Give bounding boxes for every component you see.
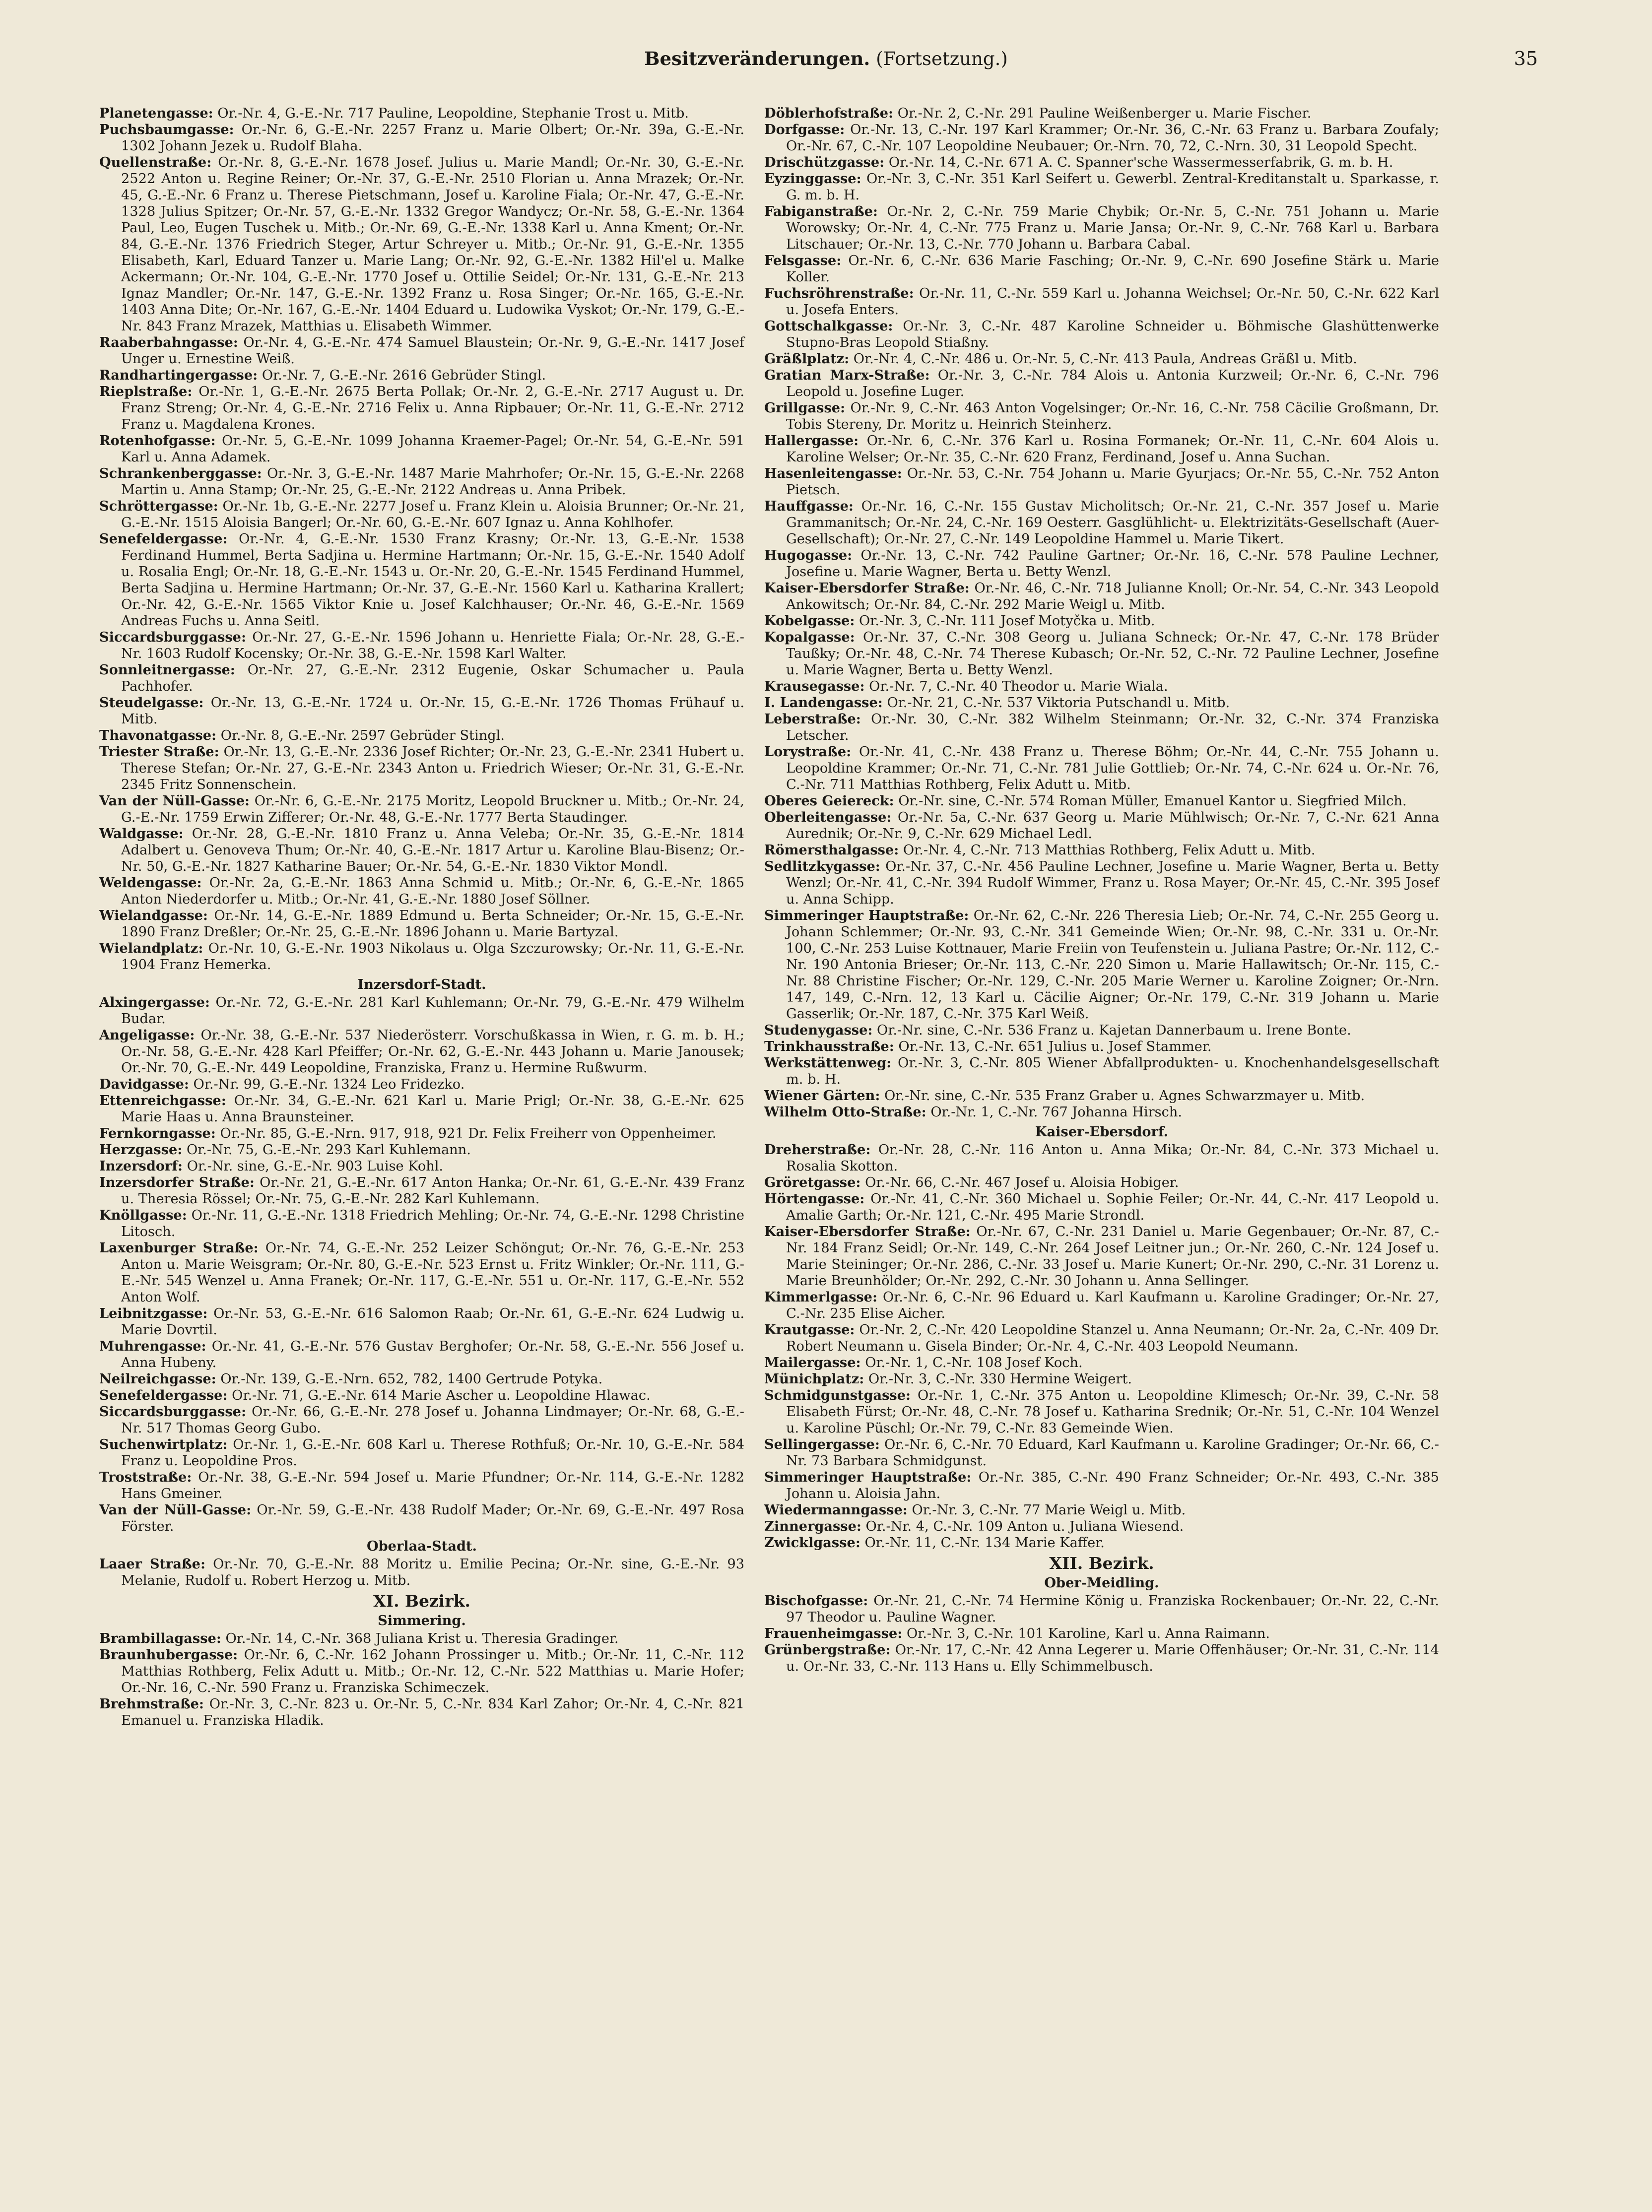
street-name: Leberstraße:	[764, 711, 861, 727]
register-entry	[764, 1022, 1439, 1039]
register-entry	[99, 1696, 744, 1729]
register-entry	[764, 547, 1439, 580]
entry-text: Or.-Nr. 71, G.-E.-Nr. 614 Marie Ascher u. Leopoldine Hlawac.	[227, 1388, 651, 1403]
entry-text: Or.-Nr. 99, G.-E.-Nr. 1324 Leo Fridezko.	[189, 1077, 465, 1092]
street-name: Kopalgasse:	[764, 629, 855, 645]
street-name: Grillgasse:	[764, 400, 846, 416]
street-name: Van der Nüll-Gasse:	[99, 1502, 252, 1518]
register-entry	[764, 1322, 1439, 1355]
entry-text: Or.-Nr. 21, C.-Nr. 74 Hermine König u. Franziska Rockenbauer; Or.-Nr. 22, C.-Nr. 97 Theodor u. Pauline Wagner.	[786, 1593, 1439, 1625]
street-name: Gröretgasse:	[764, 1174, 861, 1190]
register-entry	[764, 1104, 1439, 1120]
register-entry	[764, 318, 1439, 351]
register-entry	[764, 1224, 1439, 1289]
register-entry	[99, 793, 744, 826]
street-name: Bischofgasse:	[764, 1593, 868, 1609]
entry-text: Or.-Nr. 6, C.-Nr. 96 Eduard u. Karl Kaufmann u. Karoline Gradinger; Or.-Nr. 27, C.-Nr. 235 Elise Aicher.	[786, 1290, 1439, 1321]
street-name: Brehmstraße:	[99, 1696, 204, 1712]
register-entry	[99, 1502, 744, 1535]
register-entry	[99, 1387, 744, 1404]
register-entry	[99, 629, 744, 662]
street-name: Simmeringer Hauptstraße:	[764, 908, 969, 923]
entry-text: Or.-Nr. 11, C.-Nr. 134 Marie Kaffer.	[860, 1535, 1105, 1551]
entry-text: Or.-Nr. 3, C.-Nr. 784 Alois u. Antonia Kurzweil; Or.-Nr. 6, C.-Nr. 796 Leopold u. Josefine Luger.	[786, 368, 1439, 399]
register-entry	[764, 1355, 1439, 1371]
street-name: Frauenheimgasse:	[764, 1626, 903, 1641]
register-entry	[764, 613, 1439, 629]
register-entry	[99, 1174, 744, 1207]
street-name: Senefeldergasse:	[99, 1387, 228, 1403]
entry-text: Or.-Nr. 13, G.-E.-Nr. 1724 u. Or.-Nr. 15, G.-E.-Nr. 1726 Thomas Frühauf u. Mitb.	[121, 695, 744, 727]
street-name: Raaberbahngasse:	[99, 334, 238, 350]
register-entry	[764, 1626, 1439, 1642]
entry-text: Or.-Nr. 5a, C.-Nr. 637 Georg u. Marie Mühlwisch; Or.-Nr. 7, C.-Nr. 621 Anna Aurednik; Or.-Nr. 9, C.-Nr. 629 Michael Ledl.	[786, 810, 1439, 842]
street-name: Wielandgasse:	[99, 908, 208, 923]
entry-text: Or.-Nr. 4, G.-E.-Nr. 1530 Franz Krasny; Or.-Nr. 13, G.-E.-Nr. 1538 Ferdinand Hummel, Berta Sadjina u. Hermine Hartmann; Or.-Nr. 15, G.-E.-Nr. 1540 Adolf u. Rosalia Engl; Or.-Nr. 18, G.-E.-Nr. 1543 u. Or.-Nr. 20, G.-E.-Nr. 1545 Ferdinand Hummel, Berta Sadjina u. Hermine Hartmann; Or.-Nr. 37, G.-E.-Nr. 1560 Karl u. Katharina Krallert; Or.-Nr. 42, G.-E.-Nr. 1565 Viktor Knie u. Josef Kalchhauser; Or.-Nr. 46, G.-E.-Nr. 1569 Andreas Fuchs u. Anna Seitl.	[121, 531, 744, 629]
running-title-main: Besitzveränderungen.	[644, 48, 870, 69]
register-entry	[764, 908, 1439, 1022]
entry-text: Or.-Nr. 27, G.-E.-Nr. 1596 Johann u. Henriette Fiala; Or.-Nr. 28, G.-E.-Nr. 1603 Rudolf Kocensky; Or.-Nr. 38, G.-E.-Nr. 1598 Karl Walter.	[121, 630, 744, 661]
street-name: Inzersdorfer Straße:	[99, 1174, 255, 1190]
register-entry	[99, 334, 744, 367]
street-name: I. Landengasse:	[764, 695, 883, 711]
register-entry	[99, 1027, 744, 1076]
entry-text: Or.-Nr. 53, C.-Nr. 754 Johann u. Marie Gyurjacs; Or.-Nr. 55, C.-Nr. 752 Anton Pietsch.	[786, 466, 1439, 498]
register-entry	[764, 1142, 1439, 1174]
register-entry	[764, 367, 1439, 400]
street-name: Waldgasse:	[99, 826, 184, 842]
street-name: Kimmerlgasse:	[764, 1289, 878, 1305]
entry-text: Or.-Nr. 72, G.-E.-Nr. 281 Karl Kuhlemann; Or.-Nr. 79, G.-E.-Nr. 479 Wilhelm Budar.	[121, 995, 744, 1027]
street-name: Siccardsburggasse:	[99, 1404, 247, 1420]
section-heading: Ober-Meidling.	[1044, 1575, 1159, 1591]
entry-text: Or.-Nr. 85, G.-E.-Nrn. 917, 918, 921 Dr. Felix Freiherr von Oppenheimer.	[215, 1126, 717, 1141]
entry-text: Or.-Nr. 2, C.-Nr. 420 Leopoldine Stanzel u. Anna Neumann; Or.-Nr. 2a, C.-Nr. 409 Dr. Robert Neumann u. Gisela Binder; Or.-Nr. 4, C.-Nr. 403 Leopold Neumann.	[786, 1322, 1439, 1354]
street-name: Hörtengasse:	[764, 1191, 865, 1207]
street-name: Zinnergasse:	[764, 1518, 861, 1534]
street-name: Kaiser-Ebersdorfer Straße:	[764, 580, 970, 596]
register-entry	[764, 203, 1439, 253]
register-entry	[99, 1338, 744, 1371]
entry-text: Or.-Nr. 10, G.-E.-Nr. 1903 Nikolaus u. Olga Szczurowsky; Or.-Nr. 11, G.-E.-Nr. 1904 Franz Hemerka.	[121, 941, 744, 973]
street-name: Muhrengasse:	[99, 1338, 206, 1354]
register-entry	[99, 1093, 744, 1125]
street-name: Wiedermanngasse:	[764, 1502, 908, 1518]
street-name: Herzgasse:	[99, 1142, 183, 1158]
street-name: Kaiser-Ebersdorfer Straße:	[764, 1224, 971, 1239]
street-name: Senefeldergasse:	[99, 531, 228, 547]
street-name: Werkstättenweg:	[764, 1055, 892, 1071]
register-entry	[764, 580, 1439, 613]
entry-text: Or.-Nr. 4, G.-E.-Nr. 717 Pauline, Leopoldine, Stephanie Trost u. Mitb.	[213, 106, 689, 121]
street-name: Braunhubergasse:	[99, 1647, 238, 1663]
entry-text: Or.-Nr. 70, G.-E.-Nr. 88 Moritz u. Emilie Pecina; Or.-Nr. sine, G.-E.-Nr. 93 Melanie, Rudolf u. Robert Herzog u. Mitb.	[121, 1557, 744, 1588]
entry-text: Or.-Nr. 28, C.-Nr. 116 Anton u. Anna Mika; Or.-Nr. 84, C.-Nr. 373 Michael u. Rosalia Skotton.	[786, 1142, 1439, 1174]
entry-text: Or.-Nr. 11, C.-Nr. 559 Karl u. Johanna Weichsel; Or.-Nr. 50, C.-Nr. 622 Karl u. Josefa Enters.	[786, 286, 1439, 318]
register-entry	[764, 1436, 1439, 1469]
entry-text: Or.-Nr. 3, C.-Nr. 77 Marie Weigl u. Mitb.	[907, 1502, 1186, 1518]
register-entry	[99, 1436, 744, 1469]
register-entry	[764, 793, 1439, 809]
street-name: Römersthalgasse:	[764, 842, 899, 858]
entry-text: Or.-Nr. 41, C.-Nr. 438 Franz u. Therese Böhm; Or.-Nr. 44, C.-Nr. 755 Johann u. Leopoldine Krammer; Or.-Nr. 71, C.-Nr. 781 Julie Gottlieb; Or.-Nr. 74, C.-Nr. 624 u. Or.-Nr. 76, C.-Nr. 711 Matthias Rothberg, Felix Adutt u. Mitb.	[786, 744, 1439, 792]
entry-text: Or.-Nr. 6, G.-E.-Nr. 2175 Moritz, Leopold Bruckner u. Mitb.; Or.-Nr. 24, G.-E.-Nr. 1759 Erwin Zifferer; Or.-Nr. 48, G.-E.-Nr. 1777 Berta Staudinger.	[121, 793, 744, 825]
street-name: Planetengasse:	[99, 105, 213, 121]
entry-text: Or.-Nr. 13, C.-Nr. 197 Karl Krammer; Or.-Nr. 36, C.-Nr. 63 Franz u. Barbara Zoufaly; Or.-Nr. 67, C.-Nr. 107 Leopoldine Neubauer; Or.-Nrn. 70, 72, C.-Nrn. 30, 31 Leopold Specht.	[786, 122, 1439, 154]
street-name: Studenygasse:	[764, 1022, 873, 1038]
entry-text: Or.-Nr. 38, G.-E.-Nr. 594 Josef u. Marie Pfundner; Or.-Nr. 114, G.-E.-Nr. 1282 Hans Gmeiner.	[121, 1470, 744, 1501]
street-name: Schmidgunstgasse:	[764, 1387, 911, 1403]
register-entry	[764, 711, 1439, 744]
entry-text: Or.-Nr. 4, C.-Nr. 109 Anton u. Juliana Wiesend.	[861, 1519, 1184, 1534]
street-name: Sonnleitnergasse:	[99, 662, 235, 678]
register-entry	[99, 875, 744, 908]
register-entry	[99, 826, 744, 875]
register-entry	[764, 695, 1439, 711]
street-name: Knöllgasse:	[99, 1207, 187, 1223]
street-name: Laaer Straße:	[99, 1556, 206, 1572]
register-entry	[764, 858, 1439, 908]
entry-text: Or.-Nr. 2, C.-Nr. 291 Pauline Weißenberger u. Marie Fischer.	[893, 106, 1312, 121]
street-name: Leibnitzgasse:	[99, 1305, 208, 1321]
street-name: Ettenreichgasse:	[99, 1093, 226, 1108]
register-entry	[764, 1191, 1439, 1224]
street-name: Siccardsburggasse:	[99, 629, 247, 645]
street-name: Triester Straße:	[99, 744, 219, 760]
entry-text: Or.-Nr. 41, C.-Nr. 360 Michael u. Sophie Feiler; Or.-Nr. 44, C.-Nr. 417 Leopold u. Amalie Garth; Or.-Nr. 121, C.-Nr. 495 Marie Strondl.	[786, 1191, 1439, 1223]
entry-text: Or.-Nr. 13, G.-E.-Nr. 2336 Josef Richter; Or.-Nr. 23, G.-E.-Nr. 2341 Hubert u. Therese Stefan; Or.-Nr. 27, G.-E.-Nr. 2343 Anton u. Friedrich Wieser; Or.-Nr. 31, G.-E.-Nr. 2345 Fritz Sonnenschein.	[121, 744, 744, 792]
street-name: Drischützgasse:	[764, 154, 885, 170]
register-entry	[764, 744, 1439, 793]
register-entry	[99, 498, 744, 531]
register-entry	[99, 1647, 744, 1696]
register-entry	[99, 384, 744, 433]
register-entry	[764, 433, 1439, 465]
street-name: Hugogasse:	[764, 547, 853, 563]
entry-text: Or.-Nr. sine, C.-Nr. 535 Franz Graber u. Agnes Schwarzmayer u. Mitb.	[880, 1088, 1365, 1104]
entry-text: Or.-Nr. 6, C.-Nr. 376 Karl u. Rosina Formanek; Or.-Nr. 11, C.-Nr. 604 Alois u. Karoline Welser; Or.-Nr. 35, C.-Nr. 620 Franz, Ferdinand, Josef u. Anna Suchan.	[786, 433, 1439, 465]
entry-text: Or.-Nr. 28, G.-E.-Nr. 1810 Franz u. Anna Veleba; Or.-Nr. 35, G.-E.-Nr. 1814 Adalbert u. Genoveva Thum; Or.-Nr. 40, G.-E.-Nr. 1817 Artur u. Karoline Blau-Bisenz; Or.-Nr. 50, G.-E.-Nr. 1827 Katharine Bauer; Or.-Nr. 54, G.-E.-Nr. 1830 Viktor Mondl.	[121, 826, 744, 874]
register-entry	[764, 171, 1439, 203]
entry-text: Or.-Nr. 4, C.-Nr. 486 u. Or.-Nr. 5, C.-Nr. 413 Paula, Andreas Gräßl u. Mitb.	[849, 351, 1357, 367]
entry-text: Or.-Nr. 4, C.-Nr. 713 Matthias Rothberg, Felix Adutt u. Mitb.	[899, 843, 1316, 858]
entry-text: Or.-Nr. 3, C.-Nr. 101 Karoline, Karl u. Anna Raimann.	[902, 1626, 1270, 1641]
entry-text: Or.-Nr. 1b, G.-E.-Nr. 2277 Josef u. Franz Klein u. Aloisia Brunner; Or.-Nr. 21, G.-E.-Nr. 1515 Aloisia Bangerl; Or.-Nr. 60, G.-E.-Nr. 607 Ignaz u. Anna Kohlhofer.	[121, 499, 744, 530]
register-entry	[764, 1371, 1439, 1387]
register-entry	[99, 1076, 744, 1093]
entry-text: Or.-Nr. 14, C.-Nr. 368 Juliana Krist u. Theresia Gradinger.	[221, 1631, 619, 1646]
street-name: Hauffgasse:	[764, 498, 854, 514]
entry-text: Or.-Nr. 14, C.-Nr. 671 A. C. Spanner'sche Wassermesserfabrik, G. m. b. H.	[884, 155, 1393, 170]
entry-text: Or.-Nr. 8, G.-E.-Nr. 2597 Gebrüder Stingl.	[216, 728, 505, 743]
entry-text: Or.-Nr. 53, G.-E.-Nr. 616 Salomon Raab; Or.-Nr. 61, G.-E.-Nr. 624 Ludwig u. Marie Dovrtil.	[121, 1306, 744, 1338]
entry-text: Or.-Nr. 6, C.-Nr. 636 Marie Fasching; Or.-Nr. 9, C.-Nr. 690 Josefine Stärk u. Marie Koller.	[786, 253, 1439, 285]
entry-text: Or.-Nr. 14, G.-E.-Nr. 1889 Edmund u. Berta Schneider; Or.-Nr. 15, G.-E.-Nr. 1890 Franz Dreßler; Or.-Nr. 25, G.-E.-Nr. 1896 Johann u. Marie Bartyzal.	[121, 908, 744, 940]
entry-text: Or.-Nr. 3, C.-Nr. 330 Hermine Weigert.	[864, 1371, 1132, 1387]
street-name: Fabiganstraße:	[764, 203, 878, 219]
street-name: Zwicklgasse:	[764, 1535, 860, 1551]
register-entry	[99, 908, 744, 940]
entry-text: Or.-Nr. 13, C.-Nr. 651 Julius u. Josef Stammer.	[894, 1039, 1212, 1054]
register-entry	[764, 1387, 1439, 1436]
entry-text: Or.-Nr. 8, G.-E.-Nr. 1678 Josef. Julius u. Marie Mandl; Or.-Nr. 30, G.-E.-Nr. 2522 Anton u. Regine Reiner; Or.-Nr. 37, G.-E.-Nr. 2510 Florian u. Anna Mrazek; Or.-Nr. 45, G.-E.-Nr. 6 Franz u. Therese Pietschmann, Josef u. Karoline Fiala; Or.-Nr. 47, G.-E.-Nr. 1328 Julius Spitzer; Or.-Nr. 57, G.-E.-Nr. 1332 Gregor Wandycz; Or.-Nr. 58, G.-E.-Nr. 1364 Paul, Leo, Eugen Tuschek u. Mitb.; Or.-Nr. 69, G.-E.-Nr. 1338 Karl u. Anna Kment; Or.-Nr. 84, G.-E.-Nr. 1376 Friedrich Steger, Artur Schreyer u. Mitb.; Or.-Nr. 91, G.-E.-Nr. 1355 Elisabeth, Karl, Eduard Tanzer u. Marie Lang; Or.-Nr. 92, G.-E.-Nr. 1382 Hil'el u. Malke Ackermann; Or.-Nr. 104, G.-E.-Nr. 1770 Josef u. Ottilie Seidel; Or.-Nr. 131, G.-E.-Nr. 213 Ignaz Mandler; Or.-Nr. 147, G.-E.-Nr. 1392 Franz u. Rosa Singer; Or.-Nr. 165, G.-E.-Nr. 1403 Anna Dite; Or.-Nr. 167, G.-E.-Nr. 1404 Eduard u. Ludowika Vyskot; Or.-Nr. 179, G.-E.-Nr. 843 Franz Mrazek, Matthias u. Elisabeth Wimmer.	[121, 155, 744, 334]
register-entry	[764, 1055, 1439, 1088]
entry-text: Or.-Nr. 2a, G.-E.-Nr. 1863 Anna Schmid u. Mitb.; Or.-Nr. 6, G.-E.-Nr. 1865 Anton Niederdorfer u. Mitb.; Or.-Nr. 41, G.-E.-Nr. 1880 Josef Söllner.	[121, 875, 744, 907]
register-entry	[764, 1174, 1439, 1191]
entry-text: Or.-Nr. 37, C.-Nr. 308 Georg u. Juliana Schneck; Or.-Nr. 47, C.-Nr. 178 Brüder Taußky; Or.-Nr. 48, C.-Nr. 74 Therese Kubasch; Or.-Nr. 52, C.-Nr. 72 Pauline Lechner, Josefine u. Marie Wagner, Berta u. Betty Wenzl.	[786, 630, 1439, 678]
street-name: Sedlitzkygasse:	[764, 858, 880, 874]
register-entry	[764, 1469, 1439, 1502]
street-name: Trinkhausstraße:	[764, 1039, 894, 1054]
register-entry	[99, 1630, 744, 1647]
entry-text: Or.-Nr. 21, G.-E.-Nr. 617 Anton Hanka; Or.-Nr. 61, G.-E.-Nr. 439 Franz u. Theresia Rössel; Or.-Nr. 75, G.-E.-Nr. 282 Karl Kuhlemann.	[121, 1175, 744, 1207]
register-entry	[764, 842, 1439, 858]
street-name: Wilhelm Otto-Straße:	[764, 1104, 926, 1120]
entry-text: Or.-Nr. 41, G.-E.-Nr. 576 Gustav Berghofer; Or.-Nr. 58, G.-E.-Nr. 556 Josef u. Anna Hubeny.	[121, 1339, 744, 1370]
right-column	[764, 105, 1439, 1675]
entry-text: Or.-Nr. 66, C.-Nr. 467 Josef u. Aloisia Hobiger.	[860, 1175, 1179, 1190]
street-name: Hasenleitengasse:	[764, 465, 902, 481]
street-name: Fuchsröhrenstraße:	[764, 285, 914, 301]
register-entry	[99, 1404, 744, 1436]
street-name: Inzersdorf:	[99, 1158, 183, 1174]
street-name: Davidgasse:	[99, 1076, 189, 1092]
street-name: Rotenhofgasse:	[99, 433, 216, 449]
section-heading: Inzersdorf-Stadt.	[357, 976, 486, 992]
register-entry	[764, 1502, 1439, 1518]
register-entry	[99, 1207, 744, 1240]
entry-text: Or.-Nr. 67, C.-Nr. 231 Daniel u. Marie Gegenbauer; Or.-Nr. 87, C.-Nr. 184 Franz Seidl; Or.-Nr. 149, C.-Nr. 264 Josef Leitner jun.; Or.-Nr. 260, C.-Nr. 124 Josef u. Marie Steininger; Or.-Nr. 286, C.-Nr. 33 Josef u. Marie Kunert; Or.-Nr. 290, C.-Nr. 31 Lorenz u. Marie Breunhölder; Or.-Nr. 292, C.-Nr. 30 Johann u. Anna Sellinger.	[786, 1224, 1439, 1289]
entry-text: Or.-Nr. 1, G.-E.-Nr. 2675 Berta Pollak; Or.-Nr. 2, G.-E.-Nr. 2717 August u. Dr. Franz Streng; Or.-Nr. 4, G.-E.-Nr. 2716 Felix u. Anna Ripbauer; Or.-Nr. 11, G.-E.-Nr. 2712 Franz u. Magdalena Krones.	[121, 384, 744, 432]
register-entry	[99, 940, 744, 973]
register-entry	[99, 154, 744, 334]
register-entry	[99, 744, 744, 793]
register-entry	[764, 1535, 1439, 1551]
entry-text: Or.-Nr. 7, C.-Nr. 40 Theodor u. Marie Wiala.	[864, 679, 1168, 694]
street-name: Krautgasse:	[764, 1322, 855, 1338]
entry-text: Or.-Nr. sine, G.-E.-Nr. 903 Luise Kohl.	[183, 1159, 444, 1174]
register-entry	[99, 122, 744, 154]
street-name: Weldengasse:	[99, 875, 202, 891]
register-entry	[99, 1125, 744, 1142]
register-entry	[764, 629, 1439, 678]
register-entry	[99, 1158, 744, 1174]
street-name: Sellingergasse:	[764, 1436, 880, 1452]
street-name: Fernkorngasse:	[99, 1125, 216, 1141]
register-entry	[764, 1593, 1439, 1626]
entry-text: Or.-Nr. 21, C.-Nr. 537 Viktoria Putschandl u. Mitb.	[882, 695, 1230, 711]
street-name: Neilreichgasse:	[99, 1371, 216, 1387]
street-name: Wielandplatz:	[99, 940, 203, 956]
section-heading: Oberlaa-Stadt.	[366, 1538, 477, 1554]
entry-text: Or.-Nr. 4, G.-E.-Nr. 474 Samuel Blaustein; Or.-Nr. 9, G.-E.-Nr. 1417 Josef Unger u. Ernestine Weiß.	[121, 335, 744, 367]
register-entry	[99, 1556, 744, 1589]
district-heading: XII. Bezirk.	[1049, 1554, 1154, 1573]
register-entry	[99, 994, 744, 1027]
entry-text: Or.-Nr. 3, C.-Nr. 487 Karoline Schneider u. Böhmische Glashüttenwerke Stupno-Bras Leopold Stiaßny.	[786, 319, 1439, 350]
section-heading: Simmering.	[378, 1613, 466, 1628]
street-name: Gottschalkgasse:	[764, 318, 893, 334]
street-name: Brambillagasse:	[99, 1630, 221, 1646]
entry-text: Or.-Nr. 75, G.-E.-Nr. 293 Karl Kuhlemann.	[182, 1142, 471, 1158]
street-name: Felsgasse:	[764, 253, 842, 268]
register-entry	[764, 1088, 1439, 1104]
entry-text: Or.-Nr. 16, C.-Nr. 155 Gustav Micholitsch; Or.-Nr. 21, C.-Nr. 357 Josef u. Marie Grammanitsch; Or.-Nr. 24, C.-Nr. 169 Oesterr. Gasglühlicht- u. Elektrizitäts-Gesellschaft (Auer-Gesellschaft); Or.-Nr. 27, C.-Nr. 149 Leopoldine Hammel u. Marie Tikert.	[786, 499, 1439, 547]
street-name: Dreherstraße:	[764, 1142, 871, 1158]
entry-text: Or.-Nr. 6, C.-Nr. 162 Johann Prossinger u. Mitb.; Or.-Nr. 11, C.-Nr. 112 Matthias Rothberg, Felix Adutt u. Mitb.; Or.-Nr. 12, C.-Nr. 522 Matthias u. Marie Hofer; Or.-Nr. 16, C.-Nr. 590 Franz u. Franziska Schimeczek.	[121, 1647, 744, 1695]
register-entry	[764, 351, 1439, 367]
street-name: Van der Nüll-Gasse:	[99, 793, 250, 809]
register-entry	[99, 727, 744, 744]
street-name: Alxingergasse:	[99, 994, 210, 1010]
entry-text: Or.-Nr. 2, C.-Nr. 759 Marie Chybik; Or.-Nr. 5, C.-Nr. 751 Johann u. Marie Worowsky; Or.-Nr. 4, C.-Nr. 775 Franz u. Marie Jansa; Or.-Nr. 9, C.-Nr. 768 Karl u. Barbara Litschauer; Or.-Nr. 13, C.-Nr. 770 Johann u. Barbara Cabal.	[786, 204, 1439, 252]
entry-text: Or.-Nr. 1, C.-Nr. 767 Johanna Hirsch.	[926, 1105, 1182, 1120]
street-name: Schrankenberggasse:	[99, 465, 262, 481]
entry-text: Or.-Nr. 7, G.-E.-Nr. 2616 Gebrüder Stingl.	[258, 368, 546, 383]
register-entry	[99, 531, 744, 629]
street-name: Lorystraße:	[764, 744, 852, 760]
entry-text: Or.-Nr. 74, G.-E.-Nr. 252 Leizer Schöngut; Or.-Nr. 76, G.-E.-Nr. 253 Anton u. Marie Weisgram; Or.-Nr. 80, G.-E.-Nr. 523 Ernst u. Fritz Winkler; Or.-Nr. 111, G.-E.-Nr. 545 Wenzel u. Anna Franek; Or.-Nr. 117, G.-E.-Nr. 551 u. Or.-Nr. 117, G.-E.-Nr. 552 Anton Wolf.	[121, 1240, 744, 1305]
entry-text: Or.-Nr. 1, G.-E.-Nr. 608 Karl u. Therese Rothfuß; Or.-Nr. 10, G.-E.-Nr. 584 Franz u. Leopoldine Pros.	[121, 1437, 744, 1469]
entry-text: Or.-Nr. 385, C.-Nr. 490 Franz Schneider; Or.-Nr. 493, C.-Nr. 385 Johann u. Aloisia Jahn.	[786, 1470, 1439, 1501]
register-entry	[99, 105, 744, 122]
entry-text: Or.-Nr. 3, C.-Nr. 351 Karl Seifert u. Gewerbl. Zentral-Kreditanstalt u. Sparkasse, r. G. m. b. H.	[786, 171, 1439, 203]
street-name: Oberes Geiereck:	[764, 793, 894, 809]
street-name: Döblerhofstraße:	[764, 105, 894, 121]
entry-text: Or.-Nr. 3, C.-Nr. 805 Wiener Abfallprodukten- u. Knochenhandelsgesellschaft m. b. H.	[786, 1055, 1439, 1087]
entry-text: Or.-Nr. 6, G.-E.-Nr. 2257 Franz u. Marie Olbert; Or.-Nr. 39a, G.-E.-Nr. 1302 Johann Jezek u. Rudolf Blaha.	[121, 122, 744, 154]
street-name: Steudelgasse:	[99, 695, 204, 711]
register-entry	[99, 465, 744, 498]
street-name: Gratian Marx-Straße:	[764, 367, 930, 383]
street-name: Quellenstraße:	[99, 154, 212, 170]
entry-text: Or.-Nr. 1, C.-Nr. 375 Anton u. Leopoldine Klimesch; Or.-Nr. 39, C.-Nr. 58 Elisabeth Fürst; Or.-Nr. 48, C.-Nr. 78 Josef u. Katharina Srednik; Or.-Nr. 51, C.-Nr. 104 Wenzel u. Karoline Püschl; Or.-Nr. 79, C.-Nr. 83 Gemeinde Wien.	[786, 1388, 1439, 1436]
entry-text: Or.-Nr. 1, C.-Nr. 108 Josef Koch.	[860, 1355, 1083, 1370]
register-entry	[99, 367, 744, 384]
register-entry	[764, 1642, 1439, 1675]
street-name: Angeligasse:	[99, 1027, 195, 1043]
register-entry	[764, 498, 1439, 547]
entry-text: Or.-Nr. 27, G.-E.-Nr. 2312 Eugenie, Oskar Schumacher u. Paula Pachhofer.	[121, 662, 744, 694]
register-entry	[764, 1518, 1439, 1535]
street-name: Suchenwirtplatz:	[99, 1436, 228, 1452]
register-entry	[764, 400, 1439, 433]
district-heading: XI. Bezirk.	[373, 1591, 470, 1611]
entry-text: Or.-Nr. 62, C.-Nr. 226 Theresia Lieb; Or.-Nr. 74, C.-Nr. 255 Georg u. Johann Schlemmer; Or.-Nr. 93, C.-Nr. 341 Gemeinde Wien; Or.-Nr. 98, C.-Nr. 331 u. Or.-Nr. 100, C.-Nr. 253 Luise Kottnauer, Marie Freiin von Teufenstein u. Juliana Pastre; Or.-Nr. 112, C.-Nr. 190 Antonia Brieser; Or.-Nr. 113, C.-Nr. 220 Simon u. Marie Hallawitsch; Or.-Nr. 115, C.-Nr. 88 Christine Fischer; Or.-Nr. 129, C.-Nr. 205 Marie Werner u. Karoline Zoigner; Or.-Nrn. 147, 149, C.-Nrn. 12, 13 Karl u. Cäcilie Aigner; Or.-Nr. 179, C.-Nr. 319 Johann u. Marie Gasserlik; Or.-Nr. 187, C.-Nr. 375 Karl Weiß.	[786, 908, 1439, 1022]
street-name: Dorfgasse:	[764, 122, 845, 137]
running-title-sub: (Fortsetzung.)	[870, 48, 1008, 69]
entry-text: Or.-Nr. sine, C.-Nr. 574 Roman Müller, Emanuel Kantor u. Siegfried Milch.	[894, 793, 1407, 809]
entry-text: Or.-Nr. 6, C.-Nr. 70 Eduard, Karl Kaufmann u. Karoline Gradinger; Or.-Nr. 66, C.-Nr. 73 Barbara Schmidgunst.	[786, 1437, 1439, 1469]
entry-text: Or.-Nr. 59, G.-E.-Nr. 438 Rudolf Mader; Or.-Nr. 69, G.-E.-Nr. 497 Rosa Förster.	[121, 1502, 744, 1534]
entry-text: Or.-Nr. 66, G.-E.-Nr. 278 Josef u. Johanna Lindmayer; Or.-Nr. 68, G.-E.-Nr. 517 Thomas Georg Gubo.	[121, 1404, 744, 1436]
entry-text: Or.-Nr. 3, G.-E.-Nr. 1487 Marie Mahrhofer; Or.-Nr. 15, G.-E.-Nr. 2268 Martin u. Anna Stamp; Or.-Nr. 25, G.-E.-Nr. 2122 Andreas u. Anna Pribek.	[121, 466, 744, 498]
street-name: Hallergasse:	[764, 433, 859, 449]
street-name: Grünbergstraße:	[764, 1642, 891, 1658]
entry-text: Or.-Nr. 11, G.-E.-Nr. 1318 Friedrich Mehling; Or.-Nr. 74, G.-E.-Nr. 1298 Christine Litosch.	[121, 1208, 744, 1239]
register-entry	[764, 154, 1439, 171]
register-entry	[99, 1142, 744, 1158]
register-entry	[764, 1289, 1439, 1322]
entry-text: Or.-Nr. 139, G.-E.-Nrn. 652, 782, 1400 Gertrude Potyka.	[216, 1371, 603, 1387]
street-name: Gräßlplatz:	[764, 351, 850, 367]
street-name: Oberleitengasse:	[764, 809, 892, 825]
register-entry	[99, 1469, 744, 1502]
entry-text: Or.-Nr. 34, G.-E.-Nr. 621 Karl u. Marie Prigl; Or.-Nr. 38, G.-E.-Nr. 625 Marie Haas u. Anna Braunsteiner.	[121, 1093, 744, 1125]
entry-text: Or.-Nr. 46, C.-Nr. 718 Julianne Knoll; Or.-Nr. 54, C.-Nr. 343 Leopold Ankowitsch; Or.-Nr. 84, C.-Nr. 292 Marie Weigl u. Mitb.	[786, 581, 1439, 612]
entry-text: Or.-Nr. sine, C.-Nr. 536 Franz u. Kajetan Dannerbaum u. Irene Bonte.	[872, 1023, 1351, 1038]
entry-text: Or.-Nr. 37, C.-Nr. 456 Pauline Lechner, Josefine u. Marie Wagner, Berta u. Betty Wenzl; Or.-Nr. 41, C.-Nr. 394 Rudolf Wimmer, Franz u. Rosa Mayer; Or.-Nr. 45, C.-Nr. 395 Josef u. Anna Schipp.	[786, 859, 1439, 907]
page-header	[99, 48, 1553, 77]
street-name: Wiener Gärten:	[764, 1088, 880, 1104]
entry-text: Or.-Nr. 30, C.-Nr. 382 Wilhelm Steinmann; Or.-Nr. 32, C.-Nr. 374 Franziska Letscher.	[786, 712, 1439, 743]
street-name: Mailergasse:	[764, 1355, 861, 1370]
street-name: Schröttergasse:	[99, 498, 218, 514]
register-entry	[99, 1240, 744, 1305]
register-entry	[764, 122, 1439, 154]
register-entry	[99, 695, 744, 727]
running-title	[99, 48, 1553, 69]
register-entry	[764, 678, 1439, 695]
street-name: Krausegasse:	[764, 678, 865, 694]
entry-text: Or.-Nr. 3, C.-Nr. 111 Josef Motyčka u. Mitb.	[855, 613, 1155, 629]
page-number: 35	[1514, 48, 1538, 69]
street-name: Puchsbaumgasse:	[99, 122, 234, 137]
street-name: Troststraße:	[99, 1469, 192, 1485]
register-entry	[99, 662, 744, 695]
entry-text: Or.-Nr. 9, C.-Nr. 463 Anton Vogelsinger; Or.-Nr. 16, C.-Nr. 758 Cäcilie Großmann, Dr. Tobis Stereny, Dr. Moritz u. Heinrich Steinherz.	[786, 400, 1439, 432]
entry-text: Or.-Nr. 5, G.-E.-Nr. 1099 Johanna Kraemer-Pagel; Or.-Nr. 54, G.-E.-Nr. 591 Karl u. Anna Adamek.	[121, 433, 744, 465]
register-entry	[99, 1371, 744, 1387]
street-name: Laxenburger Straße:	[99, 1240, 259, 1256]
street-name: Thavonatgasse:	[99, 727, 217, 743]
street-name: Rieplstraße:	[99, 384, 193, 399]
left-column	[99, 105, 744, 1729]
entry-text: Or.-Nr. 38, G.-E.-Nr. 537 Niederösterr. Vorschußkassa in Wien, r. G. m. b. H.; Or.-Nr. 58, G.-E.-Nr. 428 Karl Pfeiffer; Or.-Nr. 62, G.-E.-Nr. 443 Johann u. Marie Janousek; Or.-Nr. 70, G.-E.-Nr. 449 Leopoldine, Franziska, Franz u. Hermine Rußwurm.	[121, 1028, 744, 1076]
register-entry	[99, 1305, 744, 1338]
street-name: Münichplatz:	[764, 1371, 864, 1387]
street-name: Eyzinggasse:	[764, 171, 861, 187]
register-entry	[764, 105, 1439, 122]
register-entry	[764, 253, 1439, 285]
entry-text: Or.-Nr. 17, C.-Nr. 42 Anna Legerer u. Marie Offenhäuser; Or.-Nr. 31, C.-Nr. 114 u. Or.-Nr. 33, C.-Nr. 113 Hans u. Elly Schimmelbusch.	[786, 1642, 1439, 1674]
register-entry	[99, 433, 744, 465]
register-entry	[764, 809, 1439, 842]
street-name: Randhartingergasse:	[99, 367, 258, 383]
register-entry	[764, 285, 1439, 318]
section-heading: Kaiser-Ebersdorf.	[1035, 1124, 1169, 1140]
register-entry	[764, 1039, 1439, 1055]
register-entry	[764, 465, 1439, 498]
entry-text: Or.-Nr. 13, C.-Nr. 742 Pauline Gartner; Or.-Nr. 16, C.-Nr. 578 Pauline Lechner, Josefine u. Marie Wagner, Berta u. Betty Wenzl.	[786, 548, 1439, 580]
entry-text: Or.-Nr. 3, C.-Nr. 823 u. Or.-Nr. 5, C.-Nr. 834 Karl Zahor; Or.-Nr. 4, C.-Nr. 821 Emanuel u. Franziska Hladik.	[121, 1696, 744, 1728]
street-name: Simmeringer Hauptstraße:	[764, 1469, 972, 1485]
street-name: Kobelgasse:	[764, 613, 855, 629]
